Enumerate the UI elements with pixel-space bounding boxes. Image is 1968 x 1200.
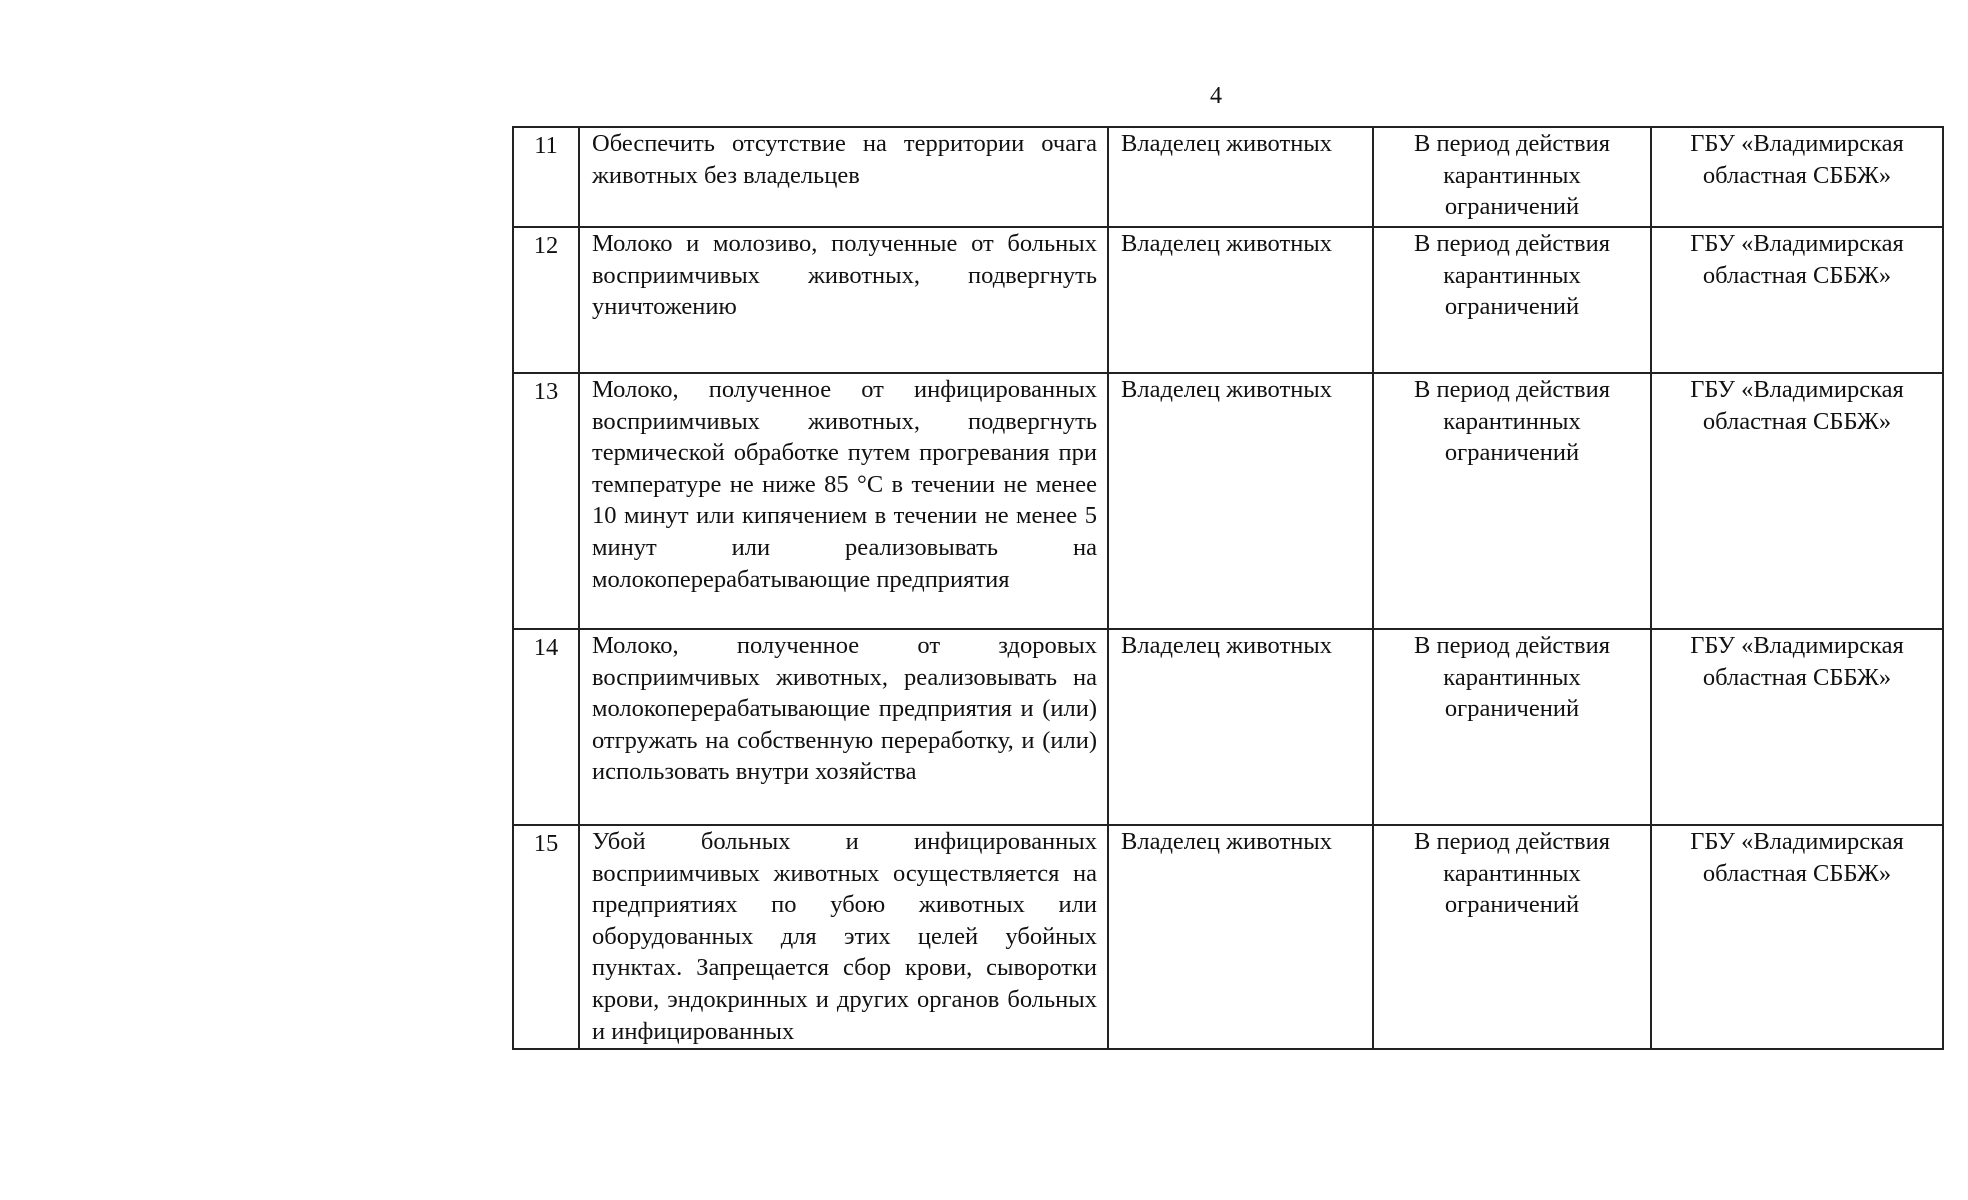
measure-cell bbox=[579, 127, 1108, 227]
period-text: В период действия карантинных ограничений bbox=[1414, 376, 1610, 467]
organization-text: ГБУ «Владимирская областная СББЖ» bbox=[1690, 828, 1904, 887]
organization-text: ГБУ «Владимирская областная СББЖ» bbox=[1690, 130, 1904, 189]
measure-text: Молоко, полученное от здоровых восприимчивых животных, реализовывать на молокоперерабатывающие предприятия и (или) отгружать на собственную переработку, и (или) использовать внутри хозяйства bbox=[592, 632, 1097, 786]
period-text: В период действия карантинных ограничений bbox=[1414, 230, 1610, 321]
responsible-text: Владелец животных bbox=[1121, 828, 1333, 855]
row-number: 15 bbox=[513, 825, 579, 1049]
period-cell bbox=[1373, 825, 1651, 1049]
organization-cell bbox=[1651, 227, 1943, 373]
responsible-cell bbox=[1108, 127, 1373, 227]
period-text: В период действия карантинных ограничений bbox=[1414, 632, 1610, 723]
row-number: 12 bbox=[513, 227, 579, 373]
organization-cell bbox=[1651, 373, 1943, 629]
measure-text: Молоко и молозиво, полученные от больных восприимчивых животных, подвергнуть уничтожению bbox=[592, 230, 1097, 321]
table-row bbox=[513, 629, 1943, 825]
organization-text: ГБУ «Владимирская областная СББЖ» bbox=[1690, 632, 1904, 691]
responsible-cell bbox=[1108, 373, 1373, 629]
measure-text: Убой больных и инфицированных восприимчивых животных осуществляется на предприятиях по убою животных или оборудованных для этих целей убойных пунктах. Запрещается сбор крови, сыворотки крови, эндокринных и других органов больных и инфицированных bbox=[592, 828, 1097, 1045]
responsible-text: Владелец животных bbox=[1121, 130, 1333, 157]
organization-cell bbox=[1651, 825, 1943, 1049]
row-number: 13 bbox=[513, 373, 579, 629]
table-row bbox=[513, 373, 1943, 629]
measure-cell bbox=[579, 629, 1108, 825]
organization-text: ГБУ «Владимирская областная СББЖ» bbox=[1690, 376, 1904, 435]
responsible-text: Владелец животных bbox=[1121, 376, 1333, 403]
period-text: В период действия карантинных ограничений bbox=[1414, 828, 1610, 919]
measure-cell bbox=[579, 227, 1108, 373]
table-row bbox=[513, 127, 1943, 227]
measure-cell bbox=[579, 825, 1108, 1049]
organization-cell bbox=[1651, 127, 1943, 227]
measures-table bbox=[512, 126, 1944, 1050]
responsible-text: Владелец животных bbox=[1121, 230, 1333, 257]
responsible-text: Владелец животных bbox=[1121, 632, 1333, 659]
period-cell bbox=[1373, 629, 1651, 825]
period-cell bbox=[1373, 373, 1651, 629]
measure-text: Молоко, полученное от инфицированных восприимчивых животных, подвергнуть термической обработке путем прогревания при температуре не ниже 85 °С в течении не менее 10 минут или кипячением в течении не менее 5 минут или реализовывать на молокоперерабатывающие предприятия bbox=[592, 376, 1097, 593]
responsible-cell bbox=[1108, 629, 1373, 825]
table-row bbox=[513, 825, 1943, 1049]
row-number: 14 bbox=[513, 629, 579, 825]
responsible-cell bbox=[1108, 227, 1373, 373]
responsible-cell bbox=[1108, 825, 1373, 1049]
table-row bbox=[513, 227, 1943, 373]
period-cell bbox=[1373, 227, 1651, 373]
measure-cell bbox=[579, 373, 1108, 629]
period-text: В период действия карантинных ограничений bbox=[1414, 130, 1610, 221]
organization-cell bbox=[1651, 629, 1943, 825]
measure-text: Обеспечить отсутствие на территории очага животных без владельцев bbox=[592, 130, 1097, 189]
organization-text: ГБУ «Владимирская областная СББЖ» bbox=[1690, 230, 1904, 289]
page-number: 4 bbox=[1210, 83, 1222, 109]
row-number: 11 bbox=[513, 127, 579, 227]
period-cell bbox=[1373, 127, 1651, 227]
